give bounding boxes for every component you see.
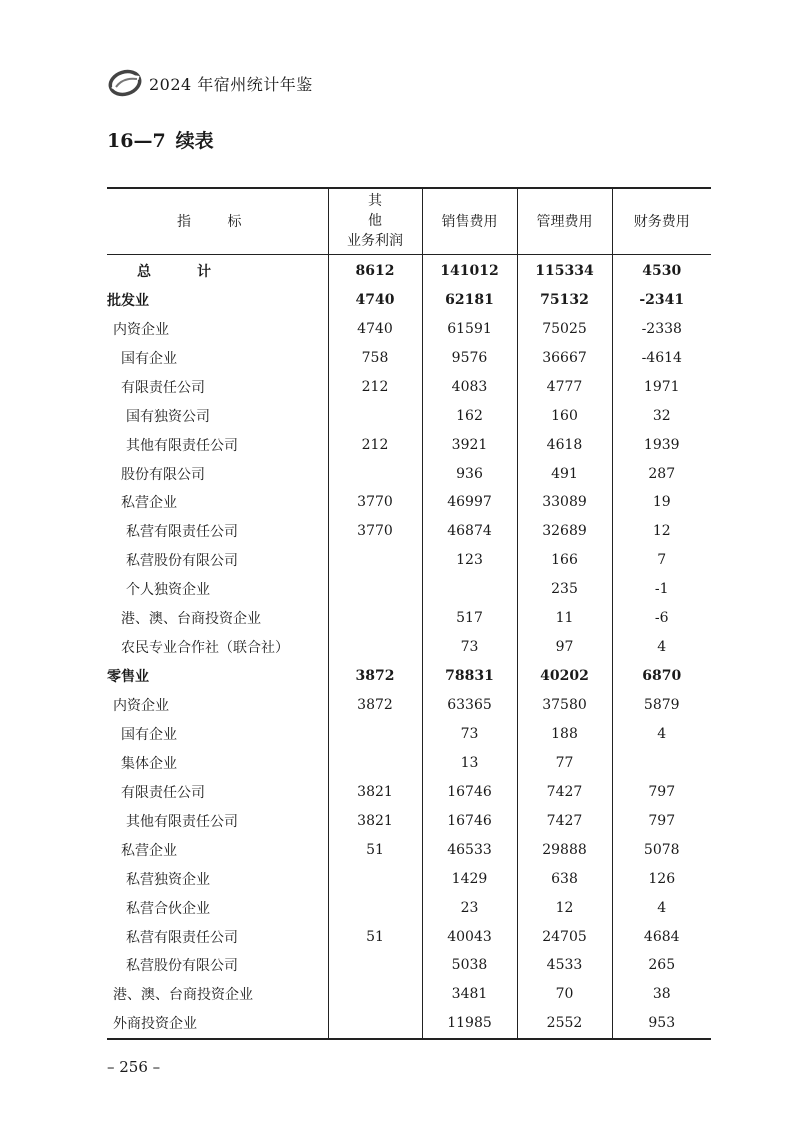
cell-sales: 16746 bbox=[422, 806, 517, 835]
row-label bbox=[107, 254, 328, 285]
cell-mgmt: 166 bbox=[517, 546, 612, 575]
header-indicator: 指 标 bbox=[107, 188, 328, 254]
cell-other: 4740 bbox=[328, 285, 422, 314]
cell-fin: -6 bbox=[612, 604, 711, 633]
row-label: 私营股份有限公司 bbox=[126, 553, 238, 570]
cell-other: 3872 bbox=[328, 691, 422, 720]
cell-mgmt: 77 bbox=[517, 748, 612, 777]
cell-sales: 46874 bbox=[422, 517, 517, 546]
cell-sales: 1429 bbox=[422, 864, 517, 893]
row-label: 国有独资公司 bbox=[126, 408, 210, 425]
table-row bbox=[107, 285, 711, 314]
cell-sales: 73 bbox=[422, 720, 517, 749]
cell-sales: 13 bbox=[422, 748, 517, 777]
page-number: – 256 – bbox=[107, 1058, 161, 1076]
header-sales-expense: 销售费用 bbox=[422, 188, 517, 254]
row-label: 私营企业 bbox=[121, 842, 177, 859]
cell-other bbox=[328, 1009, 422, 1039]
cell-fin: 5078 bbox=[612, 835, 711, 864]
table-row bbox=[107, 430, 711, 459]
table-row bbox=[107, 604, 711, 633]
cell-mgmt: 188 bbox=[517, 720, 612, 749]
cell-other bbox=[328, 401, 422, 430]
cell-other: 3821 bbox=[328, 777, 422, 806]
cell-other bbox=[328, 748, 422, 777]
cell-other bbox=[328, 893, 422, 922]
cell-other: 3821 bbox=[328, 806, 422, 835]
table-row bbox=[107, 720, 711, 749]
cell-sales: 9576 bbox=[422, 343, 517, 372]
total-label-1: 总 bbox=[137, 263, 151, 280]
cell-mgmt: 12 bbox=[517, 893, 612, 922]
cell-fin: 265 bbox=[612, 951, 711, 980]
cell-fin: 5879 bbox=[612, 691, 711, 720]
cell-other: 51 bbox=[328, 835, 422, 864]
table-row bbox=[107, 633, 711, 662]
cell-mgmt: 4533 bbox=[517, 951, 612, 980]
cell-sales: 63365 bbox=[422, 691, 517, 720]
header-finance-expense: 财务费用 bbox=[612, 188, 711, 254]
row-label: 批发业 bbox=[107, 292, 149, 309]
table-row-total bbox=[107, 254, 711, 285]
cell-sales: 23 bbox=[422, 893, 517, 922]
cell-fin: 1971 bbox=[612, 372, 711, 401]
table-continued-label: 续表 bbox=[175, 130, 214, 152]
table-row bbox=[107, 488, 711, 517]
row-label: 私营合伙企业 bbox=[126, 900, 210, 917]
cell-mgmt: 491 bbox=[517, 459, 612, 488]
cell-mgmt: 75025 bbox=[517, 314, 612, 343]
cell-mgmt: 97 bbox=[517, 633, 612, 662]
header-management-expense: 管理费用 bbox=[517, 188, 612, 254]
cell-sales: 4083 bbox=[422, 372, 517, 401]
row-label: 外商投资企业 bbox=[107, 1009, 328, 1039]
cell-other bbox=[328, 604, 422, 633]
table-row bbox=[107, 777, 711, 806]
cell-other: 212 bbox=[328, 430, 422, 459]
cell-mgmt: 4777 bbox=[517, 372, 612, 401]
total-label-2: 计 bbox=[197, 263, 211, 280]
cell-sales: 46533 bbox=[422, 835, 517, 864]
table-title bbox=[107, 126, 214, 153]
table-number: 16—7 bbox=[107, 130, 166, 152]
table-row bbox=[107, 748, 711, 777]
cell-mgmt: 7427 bbox=[517, 806, 612, 835]
table-row bbox=[107, 546, 711, 575]
table-row bbox=[107, 314, 711, 343]
cell-mgmt: 7427 bbox=[517, 777, 612, 806]
cell-fin: 797 bbox=[612, 806, 711, 835]
cell-fin bbox=[612, 748, 711, 777]
yearbook-logo-icon bbox=[107, 68, 143, 98]
cell-sales: 162 bbox=[422, 401, 517, 430]
cell-other: 212 bbox=[328, 372, 422, 401]
table-row bbox=[107, 401, 711, 430]
cell-sales: 62181 bbox=[422, 285, 517, 314]
row-label: 零售业 bbox=[107, 669, 149, 686]
cell-other bbox=[328, 864, 422, 893]
cell-fin: 1939 bbox=[612, 430, 711, 459]
cell-sales: 61591 bbox=[422, 314, 517, 343]
cell-mgmt: 11 bbox=[517, 604, 612, 633]
table-row bbox=[107, 864, 711, 893]
cell-mgmt: 235 bbox=[517, 575, 612, 604]
cell-mgmt: 32689 bbox=[517, 517, 612, 546]
table-row bbox=[107, 835, 711, 864]
cell-fin: 6870 bbox=[612, 662, 711, 691]
cell-other: 758 bbox=[328, 343, 422, 372]
cell-other bbox=[328, 459, 422, 488]
cell-fin: 19 bbox=[612, 488, 711, 517]
header-other-profit bbox=[328, 188, 422, 254]
cell-fin: 4530 bbox=[612, 254, 711, 285]
cell-sales: 123 bbox=[422, 546, 517, 575]
cell-mgmt: 29888 bbox=[517, 835, 612, 864]
cell-other bbox=[328, 575, 422, 604]
row-label: 内资企业 bbox=[113, 321, 169, 338]
cell-mgmt: 4618 bbox=[517, 430, 612, 459]
cell-fin: 126 bbox=[612, 864, 711, 893]
cell-fin: 12 bbox=[612, 517, 711, 546]
cell-mgmt: 24705 bbox=[517, 922, 612, 951]
table-row bbox=[107, 662, 711, 691]
statistics-table bbox=[107, 187, 711, 1040]
cell-other: 4740 bbox=[328, 314, 422, 343]
cell-fin: 4684 bbox=[612, 922, 711, 951]
yearbook-title: 2024 年宿州统计年鉴 bbox=[149, 74, 313, 94]
row-label: 内资企业 bbox=[113, 698, 169, 715]
cell-other: 8612 bbox=[328, 254, 422, 285]
cell-mgmt: 33089 bbox=[517, 488, 612, 517]
table-row bbox=[107, 806, 711, 835]
cell-other: 3770 bbox=[328, 517, 422, 546]
cell-fin: 7 bbox=[612, 546, 711, 575]
table-row bbox=[107, 343, 711, 372]
row-label: 私营有限责任公司 bbox=[126, 929, 238, 946]
cell-fin: -2341 bbox=[612, 285, 711, 314]
cell-sales: 40043 bbox=[422, 922, 517, 951]
cell-sales: 78831 bbox=[422, 662, 517, 691]
row-label: 国有企业 bbox=[121, 726, 177, 743]
cell-other bbox=[328, 546, 422, 575]
header-other-line2: 业务利润 bbox=[347, 233, 403, 250]
cell-fin: 4 bbox=[612, 720, 711, 749]
cell-mgmt: 40202 bbox=[517, 662, 612, 691]
cell-fin: 4 bbox=[612, 893, 711, 922]
cell-sales: 5038 bbox=[422, 951, 517, 980]
page-header bbox=[107, 66, 313, 100]
cell-fin: 287 bbox=[612, 459, 711, 488]
table-row bbox=[107, 980, 711, 1009]
cell-other bbox=[328, 951, 422, 980]
cell-mgmt: 115334 bbox=[517, 254, 612, 285]
cell-fin: 4 bbox=[612, 633, 711, 662]
cell-sales: 141012 bbox=[422, 254, 517, 285]
cell-sales: 11985 bbox=[422, 1009, 517, 1039]
row-label: 私营股份有限公司 bbox=[126, 958, 238, 975]
cell-other bbox=[328, 720, 422, 749]
row-label: 私营企业 bbox=[121, 495, 177, 512]
table-header-row bbox=[107, 188, 711, 254]
cell-sales: 16746 bbox=[422, 777, 517, 806]
cell-sales: 517 bbox=[422, 604, 517, 633]
cell-mgmt: 70 bbox=[517, 980, 612, 1009]
cell-other: 3770 bbox=[328, 488, 422, 517]
row-label: 有限责任公司 bbox=[121, 379, 205, 396]
cell-sales: 3921 bbox=[422, 430, 517, 459]
table-row bbox=[107, 575, 711, 604]
cell-sales bbox=[422, 575, 517, 604]
row-label: 其他有限责任公司 bbox=[126, 437, 238, 454]
row-label: 私营有限责任公司 bbox=[126, 524, 238, 541]
cell-fin: -1 bbox=[612, 575, 711, 604]
cell-sales: 936 bbox=[422, 459, 517, 488]
cell-fin: 797 bbox=[612, 777, 711, 806]
row-label: 集体企业 bbox=[121, 755, 177, 772]
row-label: 股份有限公司 bbox=[121, 466, 205, 483]
cell-fin: 953 bbox=[612, 1009, 711, 1039]
cell-mgmt: 36667 bbox=[517, 343, 612, 372]
header-other-line1: 其 他 bbox=[368, 193, 404, 230]
table-row bbox=[107, 517, 711, 546]
cell-fin: -4614 bbox=[612, 343, 711, 372]
cell-mgmt: 638 bbox=[517, 864, 612, 893]
cell-other bbox=[328, 633, 422, 662]
row-label: 私营独资企业 bbox=[126, 871, 210, 888]
cell-mgmt: 75132 bbox=[517, 285, 612, 314]
cell-fin: 38 bbox=[612, 980, 711, 1009]
cell-other: 51 bbox=[328, 922, 422, 951]
table-row bbox=[107, 1009, 711, 1039]
row-label: 其他有限责任公司 bbox=[126, 813, 238, 830]
cell-other bbox=[328, 980, 422, 1009]
row-label: 有限责任公司 bbox=[121, 784, 205, 801]
row-label: 港、澳、台商投资企业 bbox=[121, 611, 261, 628]
cell-sales: 3481 bbox=[422, 980, 517, 1009]
table-row bbox=[107, 922, 711, 951]
row-label: 个人独资企业 bbox=[126, 582, 210, 599]
table-row bbox=[107, 459, 711, 488]
cell-fin: 32 bbox=[612, 401, 711, 430]
cell-mgmt: 2552 bbox=[517, 1009, 612, 1039]
row-label: 农民专业合作社（联合社） bbox=[121, 640, 289, 657]
cell-mgmt: 160 bbox=[517, 401, 612, 430]
row-label: 国有企业 bbox=[121, 350, 177, 367]
table-row bbox=[107, 893, 711, 922]
cell-other: 3872 bbox=[328, 662, 422, 691]
row-label: 港、澳、台商投资企业 bbox=[113, 987, 253, 1004]
table-row bbox=[107, 691, 711, 720]
cell-mgmt: 37580 bbox=[517, 691, 612, 720]
cell-fin: -2338 bbox=[612, 314, 711, 343]
cell-sales: 46997 bbox=[422, 488, 517, 517]
table-row bbox=[107, 372, 711, 401]
cell-sales: 73 bbox=[422, 633, 517, 662]
table-row bbox=[107, 951, 711, 980]
